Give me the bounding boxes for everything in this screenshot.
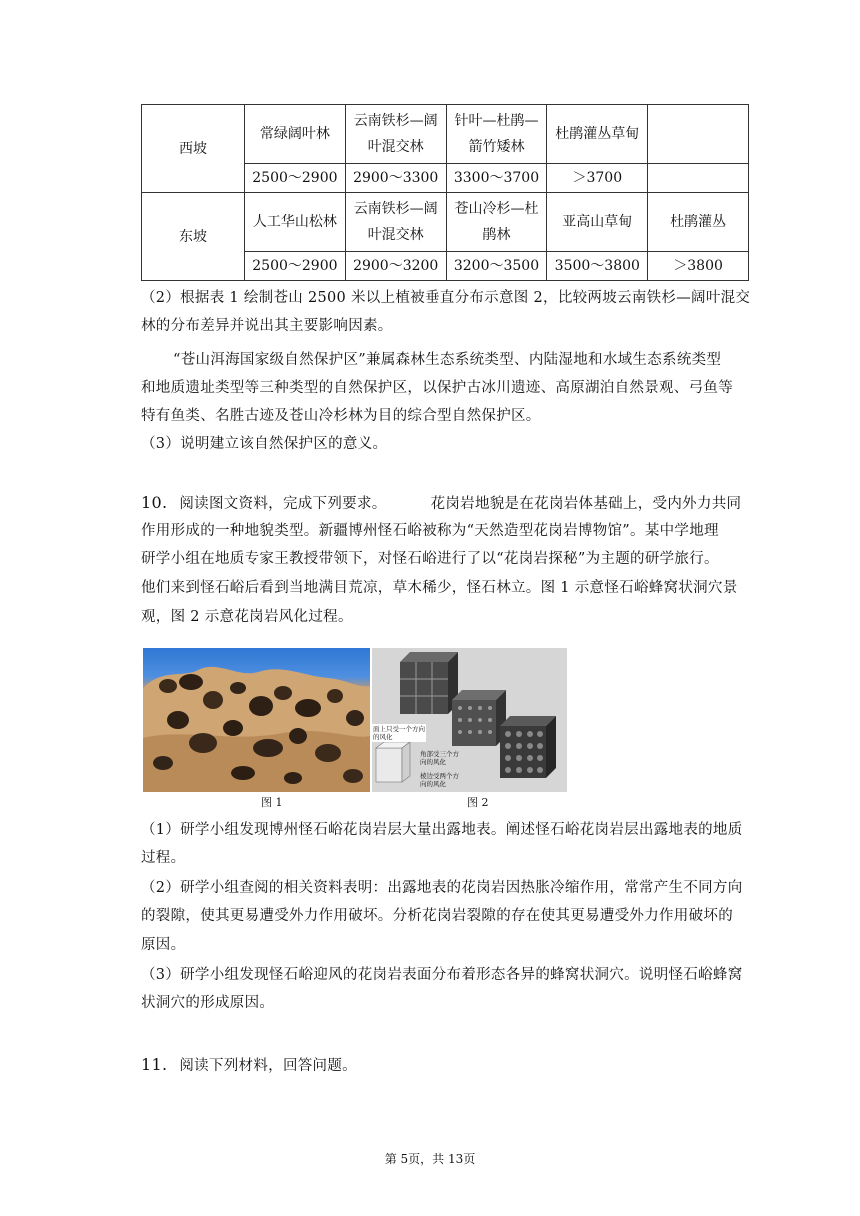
- table-cell: 常绿阔叶林: [245, 105, 346, 164]
- table-cell: [648, 105, 749, 164]
- table-cell: 2500～2900: [245, 164, 346, 193]
- table-cell: 2900～3300: [345, 164, 446, 193]
- fig2-label-edge: 棱边受两个方向的风化: [420, 772, 459, 788]
- q9-paragraph-line3: 特有鱼类、名胜古迹及苍山冷杉林为目的综合型自然保护区。: [141, 408, 541, 424]
- table-cell: ＞3700: [547, 164, 648, 193]
- table-cell: ＞3800: [648, 252, 749, 281]
- q10-part3-line2: 状洞穴的形成原因。: [141, 995, 275, 1011]
- table-cell: 苍山冷杉—杜鹃林: [446, 193, 547, 252]
- q10-intro-line4: 他们来到怪石峪后看到当地满目荒凉，草木稀少，怪石林立。图 1 示意怪石峪蜂窝状洞穴景: [141, 580, 738, 596]
- vegetation-table: [141, 104, 749, 281]
- fig2-label-face: 面上只受一个方向的风化: [373, 725, 425, 741]
- table-cell: 云南铁杉—阔叶混交林: [345, 105, 446, 164]
- question-10-header: [141, 493, 761, 514]
- q10-part3-line1: （3）研学小组发现怪石峪迎风的花岗岩表面分布着形态各异的蜂窝状洞穴。说明怪石峪蜂窝: [141, 967, 743, 983]
- q10-part2-line3: 原因。: [141, 937, 186, 953]
- intro-line1: 花岗岩地貌是在花岗岩体基础上，受内外力共同: [430, 496, 742, 512]
- table-cell: 3300～3700: [446, 164, 547, 193]
- table-cell: 3500～3800: [547, 252, 648, 281]
- question-11-header: [141, 1055, 761, 1076]
- q9-paragraph-line2: 和地质遗址类型等三种类型的自然保护区，以保护古冰川遗迹、高原湖泊自然景观、弓鱼等: [141, 380, 733, 396]
- table-cell: 3200～3500: [446, 252, 547, 281]
- slope-label-east: 东坡: [142, 193, 245, 281]
- table-cell: 2900～3200: [345, 252, 446, 281]
- question-number: 10.: [141, 493, 168, 512]
- q9-part2-line1: （2）根据表 1 绘制苍山 2500 米以上植被垂直分布示意图 2，比较两坡云南铁杉—阔叶混交: [141, 290, 751, 306]
- q10-part1-line1: （1）研学小组发现博州怪石峪花岗岩层大量出露地表。阐述怪石峪花岗岩层出露地表的地质: [141, 822, 743, 838]
- q10-intro-line3: 研学小组在地质专家王教授带领下，对怪石峪进行了以“花岗岩探秘”为主题的研学旅行。: [141, 551, 719, 567]
- q10-part2-line1: （2）研学小组查阅的相关资料表明：出露地表的花岗岩因热胀冷缩作用，常常产生不同方向: [141, 880, 743, 896]
- table-cell: 人工华山松林: [245, 193, 346, 252]
- q9-paragraph-line1: “苍山洱海国家级自然保护区”兼属森林生态系统类型、内陆湿地和水域生态系统类型: [173, 352, 722, 368]
- page-footer: 第 5页，共 13页: [384, 1152, 476, 1166]
- q9-part2-line2: 林的分布差异并说出其主要影响因素。: [141, 318, 393, 334]
- question-instruction: 阅读下列材料，回答问题。: [179, 1058, 357, 1074]
- question-instruction: 阅读图文资料，完成下列要求。: [179, 496, 387, 512]
- table-cell: 针叶—杜鹃—箭竹矮林: [446, 105, 547, 164]
- fig2-caption: 图 2: [467, 796, 489, 809]
- granite-weathering-diagram: [372, 648, 567, 792]
- slope-label-west: 西坡: [142, 105, 245, 193]
- q9-part3: （3）说明建立该自然保护区的意义。: [141, 436, 388, 452]
- figures: [143, 648, 567, 808]
- table-cell: 杜鹃灌丛: [648, 193, 749, 252]
- fig1-caption: 图 1: [261, 796, 283, 809]
- table-cell: 杜鹃灌丛草甸: [547, 105, 648, 164]
- question-number: 11.: [141, 1055, 168, 1074]
- table-cell: [648, 164, 749, 193]
- q10-intro-line5: 观，图 2 示意花岗岩风化过程。: [141, 609, 353, 625]
- fig2-label-corner: 角部受三个方向的风化: [420, 750, 459, 766]
- honeycomb-rock-photo: [143, 648, 370, 792]
- q10-part1-line2: 过程。: [141, 850, 186, 866]
- q10-intro-line2: 作用形成的一种地貌类型。新疆博州怪石峪被称为“天然造型花岗岩博物馆”。某中学地理: [141, 523, 719, 539]
- table-cell: 云南铁杉—阔叶混交林: [345, 193, 446, 252]
- q10-part2-line2: 的裂隙，使其更易遭受外力作用破坏。分析花岗岩裂隙的存在使其更易遭受外力作用破坏的: [141, 908, 733, 924]
- table-cell: 亚高山草甸: [547, 193, 648, 252]
- table-cell: 2500～2900: [245, 252, 346, 281]
